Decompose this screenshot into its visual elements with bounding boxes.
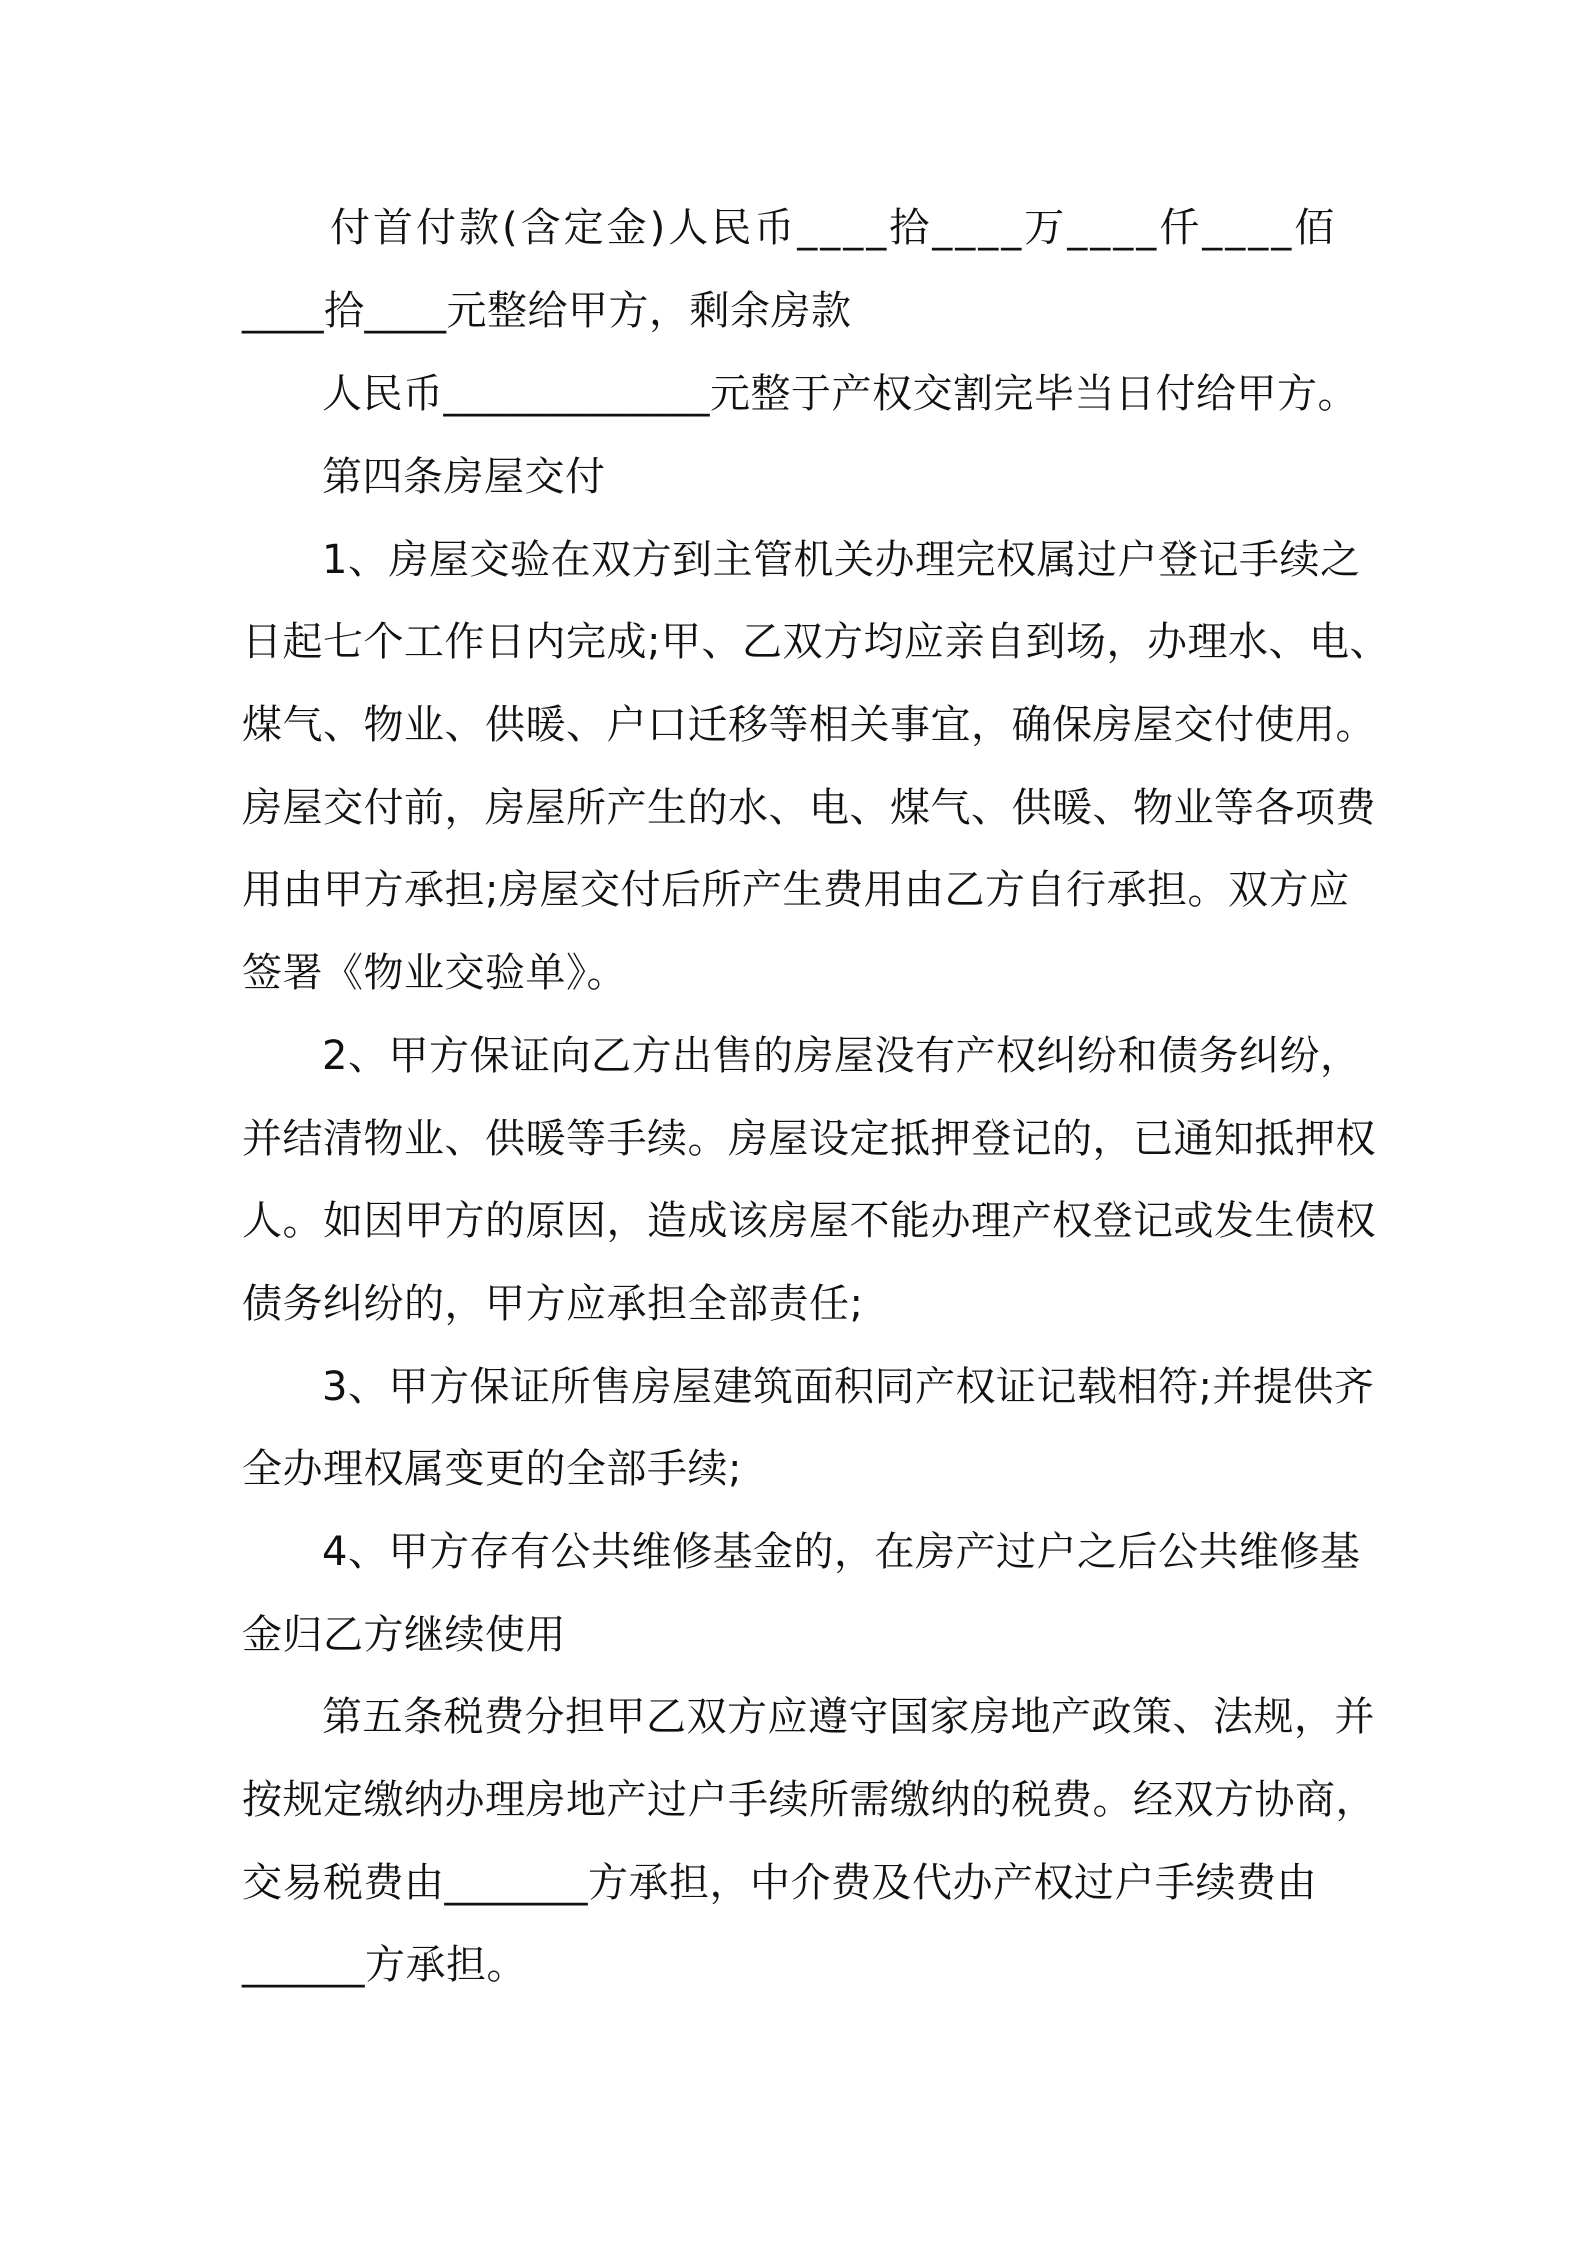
article-five-line-4: ______方承担。 [242,1942,527,1988]
article-five-line-2: 按规定缴纳办理房地产过户手续所需缴纳的税费。经双方协商， [242,1777,1376,1823]
clause-1-line-6: 签署《物业交验单》。 [242,950,627,996]
clause-4-line-1: 4、甲方存有公共维修基金的，在房产过户之后公共维修基 [322,1529,1361,1575]
clause-2-line-1: 2、甲方保证向乙方出售的房屋没有产权纠纷和债务纠纷， [322,1033,1361,1079]
clause-1-line-1: 1、房屋交验在双方到主管机关办理完权属过户登记手续之 [322,537,1361,583]
clause-1-line-5: 用由甲方承担;房屋交付后所产生费用由乙方自行承担。双方应 [242,867,1350,913]
clause-1-line-3: 煤气、物业、供暖、户口迁移等相关事宜，确保房屋交付使用。 [242,702,1376,748]
article-four-heading: 第四条房屋交付 [322,454,606,500]
payment-line-continued: ____拾____元整给甲方，剩余房款 [242,288,852,334]
clause-3-line-2: 全办理权属变更的全部手续; [242,1446,742,1492]
payment-line: 付首付款(含定金)人民币____拾____万____仟____佰 [330,205,1338,251]
article-five-line-3: 交易税费由_______方承担，中介费及代办产权过户手续费由 [242,1860,1317,1906]
clause-2-line-3: 人。如因甲方的原因，造成该房屋不能办理产权登记或发生债权 [242,1198,1376,1244]
clause-1-line-4: 房屋交付前，房屋所产生的水、电、煤气、供暖、物业等各项费 [242,785,1376,831]
clause-2-line-4: 债务纠纷的，甲方应承担全部责任; [242,1281,864,1327]
clause-4-line-2: 金归乙方继续使用 [242,1612,566,1658]
remaining-payment-line: 人民币_____________元整于产权交割完毕当日付给甲方。 [322,371,1358,417]
article-five-line-1: 第五条税费分担甲乙双方应遵守国家房地产政策、法规，并 [322,1694,1375,1740]
clause-3-line-1: 3、甲方保证所售房屋建筑面积同产权证记载相符;并提供齐 [322,1364,1375,1410]
clause-1-line-2: 日起七个工作日内完成;甲、乙双方均应亲自到场，办理水、电、 [242,619,1390,665]
clause-2-line-2: 并结清物业、供暖等手续。房屋设定抵押登记的，已通知抵押权 [242,1116,1376,1162]
